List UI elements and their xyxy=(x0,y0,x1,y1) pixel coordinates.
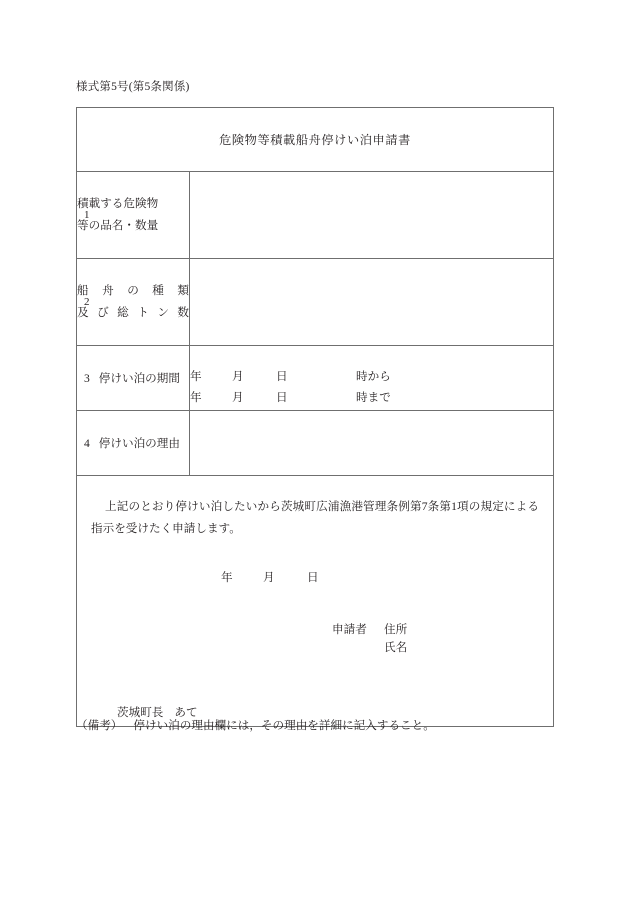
field-label-period xyxy=(77,345,190,410)
footer-note xyxy=(76,717,435,733)
period-from-line xyxy=(190,367,553,387)
field-label-cargo xyxy=(77,172,190,259)
field-label-reason xyxy=(77,410,190,475)
field-label-reason-text xyxy=(84,437,180,450)
applicant-address-label: 住所 xyxy=(384,622,408,636)
field-number-1: 1 xyxy=(84,208,90,221)
table-row-statement xyxy=(77,475,554,726)
period-to-year: 年 xyxy=(190,390,202,404)
field-number-4: 4 xyxy=(84,436,90,450)
field-value-reason[interactable] xyxy=(190,410,554,475)
footer-note-prefix: （備考） xyxy=(76,719,123,732)
table-row-title xyxy=(77,108,554,172)
period-to-time: 時まで xyxy=(356,390,391,404)
statement-date-line xyxy=(221,569,319,585)
statement-paragraph: 上記のとおり停けい泊したいから茨城町広浦漁港管理条例第7条第1項の規定による指示を受けたく申請します。 xyxy=(91,499,539,536)
table-row xyxy=(77,410,554,475)
application-form-table xyxy=(76,107,554,727)
field-label-vessel xyxy=(77,258,190,345)
form-number-header: 様式第5号(第5条関係) xyxy=(76,81,190,93)
applicant-block xyxy=(332,621,407,658)
form-title-cell xyxy=(77,108,554,172)
field-label-period-text xyxy=(84,372,180,385)
period-from-year: 年 xyxy=(190,370,202,384)
addressee-suffix: あて xyxy=(174,705,198,719)
field-label-vessel-line1: 船舟の種類 xyxy=(77,284,189,298)
field-label-reason-title: 停けい泊の理由 xyxy=(98,436,180,450)
field-number-3: 3 xyxy=(84,371,90,385)
field-label-vessel-text xyxy=(77,280,189,323)
applicant-role-label: 申請者 xyxy=(332,622,367,636)
field-value-period[interactable] xyxy=(190,345,554,410)
field-label-cargo-text xyxy=(77,193,189,236)
field-label-vessel-line2: 及び総トン数 xyxy=(77,305,189,319)
statement-date-day: 日 xyxy=(307,570,319,584)
table-row xyxy=(77,345,554,410)
period-from-day: 日 xyxy=(276,370,288,384)
table-row xyxy=(77,258,554,345)
addressee-recipient: 茨城町長 xyxy=(117,705,164,719)
footer-note-text: 停けい泊の理由欄には，その理由を詳細に記入すること。 xyxy=(133,719,435,732)
field-number-2: 2 xyxy=(84,295,90,308)
statement-date-year: 年 xyxy=(221,570,233,584)
applicant-name-label: 氏名 xyxy=(384,641,408,655)
field-label-cargo-line2: 等の品名・数量 xyxy=(77,218,159,232)
period-to-day: 日 xyxy=(276,390,288,404)
field-value-vessel[interactable] xyxy=(190,258,554,345)
period-date-lines xyxy=(190,350,553,408)
table-row xyxy=(77,172,554,259)
statement-cell xyxy=(77,475,554,726)
page-title: 危険物等積載船舟停けい泊申請書 xyxy=(219,132,411,147)
statement-body xyxy=(77,476,553,726)
field-label-period-title: 停けい泊の期間 xyxy=(98,371,180,385)
period-to-line xyxy=(190,388,553,408)
period-from-month: 月 xyxy=(232,370,244,384)
field-value-cargo[interactable] xyxy=(190,172,554,259)
field-label-cargo-line1: 積載する危険物 xyxy=(77,197,159,211)
statement-date-month: 月 xyxy=(263,570,275,584)
period-from-time: 時から xyxy=(356,370,391,384)
period-to-month: 月 xyxy=(232,390,244,404)
